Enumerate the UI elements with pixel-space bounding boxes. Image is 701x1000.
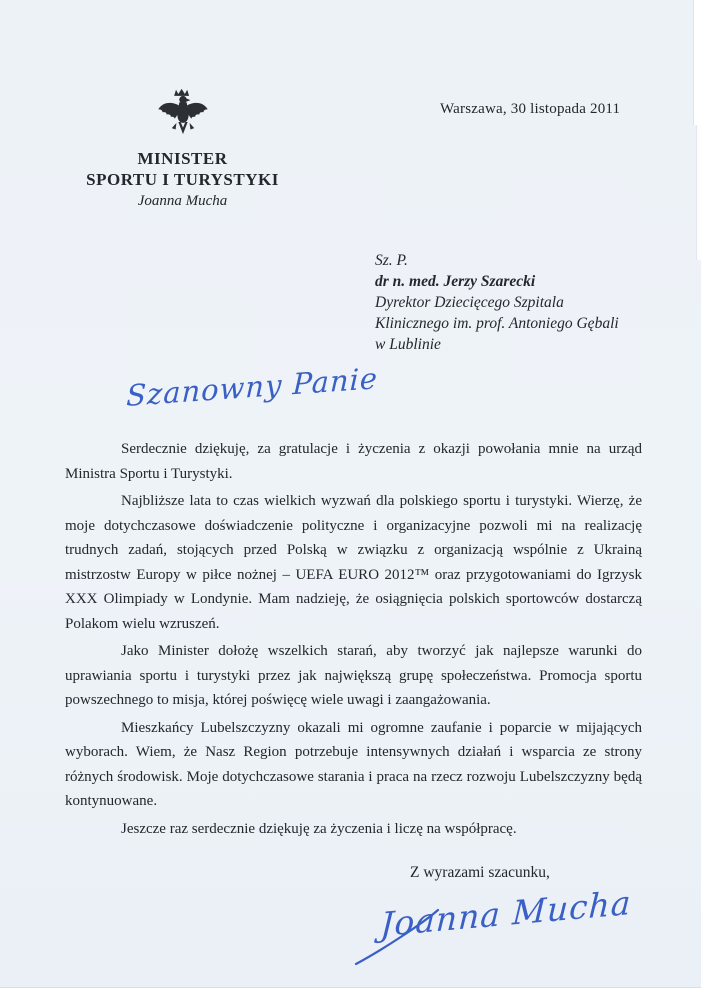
recipient-name: dr n. med. Jerzy Szarecki	[375, 273, 536, 290]
handwritten-greeting: Szanowny Panie	[125, 361, 379, 413]
handwritten-signature: Joanna Mucha	[379, 882, 633, 945]
polish-eagle-emblem-icon	[155, 86, 211, 144]
body-paragraph: Serdecznie dziękuję, za gratulacje i życzenia z okazji powołania mnie na urząd Ministra Sportu i Turystyki.	[65, 441, 642, 482]
recipient-city: w Lublinie	[375, 336, 441, 353]
date-line: Warszawa, 30 listopada 2011	[440, 101, 621, 117]
closing-phrase: Z wyrazami szacunku,	[410, 864, 550, 881]
recipient-role-line1: Dyrektor Dziecięcego Szpitala	[375, 294, 564, 311]
recipient-salutation-prefix: Sz. P.	[375, 252, 408, 269]
recipient-block	[375, 250, 665, 355]
sender-title-line1: MINISTER	[137, 149, 228, 168]
scan-edge-artifact-right	[696, 125, 701, 260]
scan-edge-artifact-top-right	[693, 0, 701, 125]
body-paragraph: Mieszkańcy Lubelszczyzny okazali mi ogromne zaufanie i poparcie w mijających wyborach. Wiem, że Nasz Region potrzebuje intensywnych działań i wsparcia ze strony różnych środowisk. Moje dotychczasowe starania i praca na rzecz rozwoju Lubelszczyzny będą kontynuowane.	[65, 719, 642, 809]
body-paragraph: Najbliższe lata to czas wielkich wyzwań dla polskiego sportu i turystyki. Wierzę, że moje dotychczasowe doświadczenie polityczne i organizacyjne pozwoli mi na realizację trudnych zadań, stojących przed Polską w związku z organizacją wspólnie z Ukrainą mistrzostw Europy w piłce nożnej – UEFA EURO 2012™ oraz przygotowaniami do Igrzysk XXX Olimpiady w Londynie. Mam nadzieję, że osiągnięcia polskich sportowców dostarczą Polakom wielu wzruszeń.	[65, 493, 642, 632]
sender-title-line2: SPORTU I TURYSTYKI	[86, 170, 279, 189]
body-paragraph: Jako Minister dołożę wszelkich starań, aby tworzyć jak najlepsze warunki do uprawiania sportu i turystyki przez jak największą grupę społeczeństwa. Promocja sportu powszechnego to misja, której poświęcę wiele uwagi i zaangażowania.	[65, 643, 642, 708]
sender-name: Joanna Mucha	[137, 193, 228, 209]
recipient-role-line2: Klinicznego im. prof. Antoniego Gębali	[375, 315, 619, 332]
letterhead	[80, 86, 285, 210]
body-paragraph: Jeszcze raz serdecznie dziękuję za życzenia i liczę na współpracę.	[121, 820, 517, 837]
scan-edge-artifact-bottom	[0, 987, 701, 1000]
letter-body	[65, 437, 642, 844]
